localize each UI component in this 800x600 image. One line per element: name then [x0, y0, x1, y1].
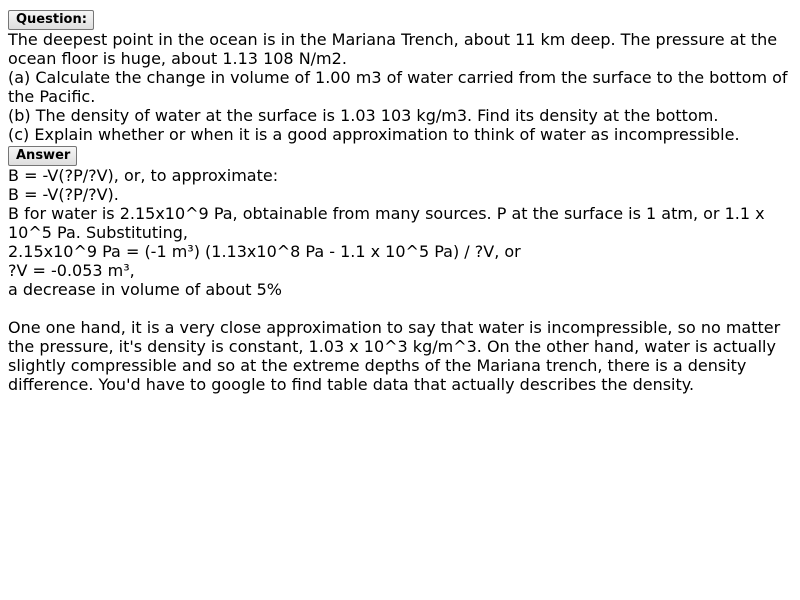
answer-line: B for water is 2.15x10^9 Pa, obtainable from many sources. P at the surface is 1 atm, or 1.1 x 10^5 Pa. Substituting, — [8, 204, 765, 242]
answer-line: B = -V(?P/?V). — [8, 185, 119, 204]
answer-line: B = -V(?P/?V), or, to approximate: — [8, 166, 279, 185]
answer-section — [8, 144, 792, 394]
question-button[interactable]: Question: — [8, 10, 94, 30]
question-part-c: (c) Explain whether or when it is a good approximation to think of water as incompressible. — [8, 125, 740, 144]
question-part-b: (b) The density of water at the surface is 1.03 103 kg/m3. Find its density at the bottom. — [8, 106, 719, 125]
answer-line: a decrease in volume of about 5% — [8, 280, 282, 299]
question-intro: The deepest point in the ocean is in the Mariana Trench, about 11 km deep. The pressure at the ocean floor is huge, about 1.13 108 N/m2. — [8, 30, 778, 68]
blank-line — [8, 299, 792, 318]
answer-button[interactable]: Answer — [8, 146, 77, 166]
question-section — [8, 8, 792, 144]
answer-line: ?V = -0.053 m³, — [8, 261, 135, 280]
answer-line: 2.15x10^9 Pa = (-1 m³) (1.13x10^8 Pa - 1.1 x 10^5 Pa) / ?V, or — [8, 242, 521, 261]
question-part-a: (a) Calculate the change in volume of 1.00 m3 of water carried from the surface to the bottom of the Pacific. — [8, 68, 788, 106]
answer-paragraph: One one hand, it is a very close approximation to say that water is incompressible, so no matter the pressure, it's density is constant, 1.03 x 10^3 kg/m^3. On the other hand, water is actually slightly compressible and so at the extreme depths of the Mariana trench, there is a density difference. You'd have to google to find table data that actually describes the density. — [8, 318, 781, 394]
